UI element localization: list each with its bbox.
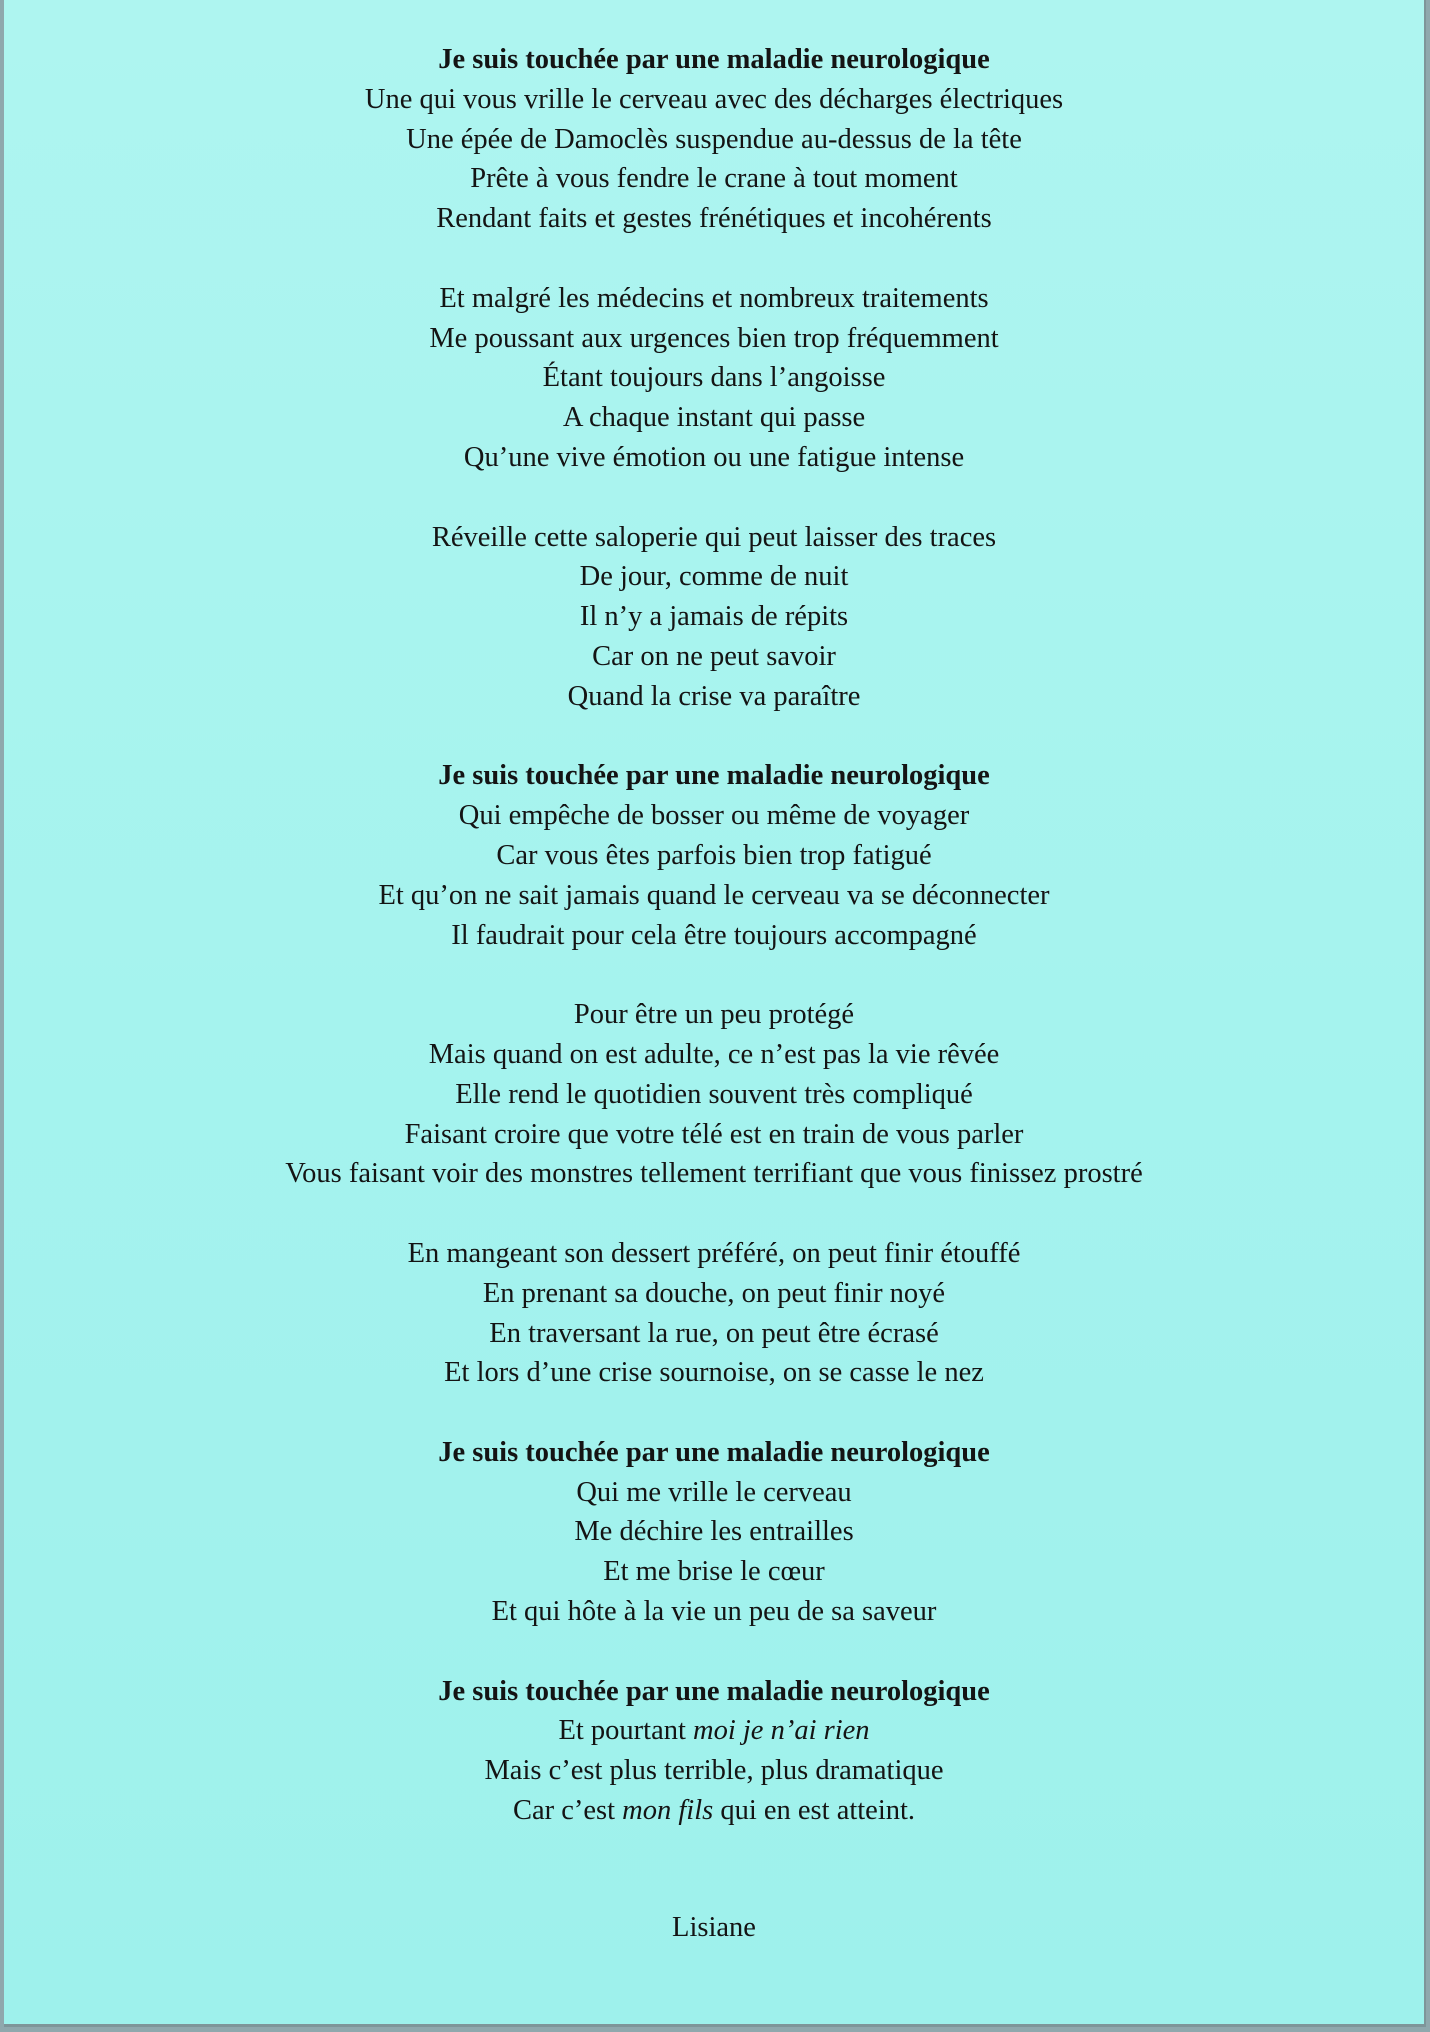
poem-line — [4, 1115, 1424, 1155]
stanza — [4, 756, 1424, 955]
poem-line — [4, 1592, 1424, 1632]
line-text: Rendant faits et gestes frénétiques et incohérents — [436, 203, 992, 235]
line-text: Vous faisant voir des monstres tellement terrifiant que vous finissez prostré — [285, 1158, 1143, 1190]
poem-line — [4, 1274, 1424, 1314]
poem-line — [4, 1672, 1424, 1712]
line-text: Et lors d’une crise sournoise, on se casse le nez — [444, 1357, 984, 1389]
poem — [4, 40, 1424, 1871]
poem-line — [4, 1035, 1424, 1075]
line-text: En mangeant son dessert préféré, on peut finir étouffé — [407, 1237, 1021, 1269]
poem-line — [4, 40, 1424, 80]
poem-line — [4, 756, 1424, 796]
line-text: Faisant croire que votre télé est en train de vous parler — [404, 1118, 1024, 1150]
poem-line — [4, 995, 1424, 1035]
line-text: Il faudrait pour cela être toujours accompagné — [451, 919, 977, 951]
line-text: De jour, comme de nuit — [579, 561, 849, 593]
line-text: Qui me vrille le cerveau — [576, 1476, 852, 1508]
stanza — [4, 1433, 1424, 1632]
poem-line — [4, 876, 1424, 916]
line-text: Mais quand on est adulte, ce n’est pas la vie rêvée — [428, 1038, 1000, 1070]
poem-line — [4, 438, 1424, 478]
poem-line — [4, 1353, 1424, 1393]
line-text: Car vous êtes parfois bien trop fatigué — [496, 839, 932, 871]
line-text: Et malgré les médecins et nombreux traitements — [439, 282, 989, 314]
poem-line — [4, 1751, 1424, 1791]
poem-line — [4, 836, 1424, 876]
refrain-text: Je suis touchée par une maladie neurologique — [438, 1675, 990, 1707]
poem-line — [4, 597, 1424, 637]
poem-line — [4, 1512, 1424, 1552]
line-text: Et qu’on ne sait jamais quand le cerveau va se déconnecter — [378, 879, 1050, 911]
poem-line — [4, 358, 1424, 398]
line-text: A chaque instant qui passe — [562, 402, 866, 434]
poem-line — [4, 1154, 1424, 1194]
poem-line — [4, 916, 1424, 956]
stanza — [4, 40, 1424, 239]
poem-line — [4, 398, 1424, 438]
line-text: Qui empêche de bosser ou même de voyager — [458, 800, 970, 832]
line-text: En traversant la rue, on peut être écrasé — [489, 1317, 939, 1349]
line-text: Me déchire les entrailles — [574, 1516, 854, 1548]
poem-line — [4, 557, 1424, 597]
poem-line — [4, 796, 1424, 836]
line-text: Me poussant aux urgences bien trop fréquemment — [429, 322, 999, 354]
poem-line — [4, 80, 1424, 120]
stanza — [4, 1672, 1424, 1831]
line-text: Une épée de Damoclès suspendue au-dessus de la tête — [406, 123, 1022, 155]
line-text: Car on ne peut savoir — [592, 640, 836, 672]
line-text: Il n’y a jamais de répits — [579, 601, 849, 633]
emphasis-text: moi je n’ai rien — [693, 1715, 870, 1747]
poem-line — [4, 677, 1424, 717]
poem-line — [4, 159, 1424, 199]
poem-line — [4, 1711, 1424, 1751]
refrain-text: Je suis touchée par une maladie neurologique — [438, 1436, 990, 1468]
line-text: Une qui vous vrille le cerveau avec des décharges électriques — [364, 83, 1064, 115]
line-text: qui en est atteint. — [713, 1795, 916, 1827]
poem-line — [4, 1473, 1424, 1513]
poem-line — [4, 1433, 1424, 1473]
stanza — [4, 995, 1424, 1194]
stanza — [4, 518, 1424, 717]
line-text: Réveille cette saloperie qui peut laisser des traces — [431, 521, 997, 553]
poem-line — [4, 319, 1424, 359]
poem-line — [4, 518, 1424, 558]
line-text: En prenant sa douche, on peut finir noyé — [482, 1277, 946, 1309]
refrain-text: Je suis touchée par une maladie neurologique — [438, 760, 990, 792]
line-text: Elle rend le quotidien souvent très compliqué — [455, 1078, 973, 1110]
line-text: Mais c’est plus terrible, plus dramatique — [484, 1755, 944, 1787]
poem-line — [4, 1552, 1424, 1592]
poem-line — [4, 1791, 1424, 1831]
refrain-text: Je suis touchée par une maladie neurologique — [438, 44, 990, 75]
document-page — [4, 0, 1426, 2027]
line-text: Et me brise le cœur — [603, 1556, 825, 1588]
stanza — [4, 279, 1424, 478]
poem-line — [4, 1075, 1424, 1115]
poem-line — [4, 199, 1424, 239]
line-text: Et qui hôte à la vie un peu de sa saveur — [491, 1596, 937, 1628]
line-text: Prête à vous fendre le crane à tout moment — [470, 163, 958, 195]
line-text: Quand la crise va paraître — [567, 680, 861, 712]
poem-line — [4, 1234, 1424, 1274]
line-text: Étant toujours dans l’angoisse — [542, 362, 886, 394]
emphasis-text: mon fils — [622, 1795, 714, 1827]
poem-line — [4, 637, 1424, 677]
line-text: Et pourtant — [558, 1715, 694, 1747]
poem-line — [4, 279, 1424, 319]
signature: Lisiane — [672, 1912, 756, 1943]
line-text: Pour être un peu protégé — [573, 999, 855, 1031]
line-text: Qu’une vive émotion ou une fatigue intense — [463, 441, 965, 473]
poem-line — [4, 120, 1424, 160]
stanza — [4, 1234, 1424, 1393]
poem-line — [4, 1314, 1424, 1354]
line-text: Car c’est — [512, 1795, 623, 1827]
